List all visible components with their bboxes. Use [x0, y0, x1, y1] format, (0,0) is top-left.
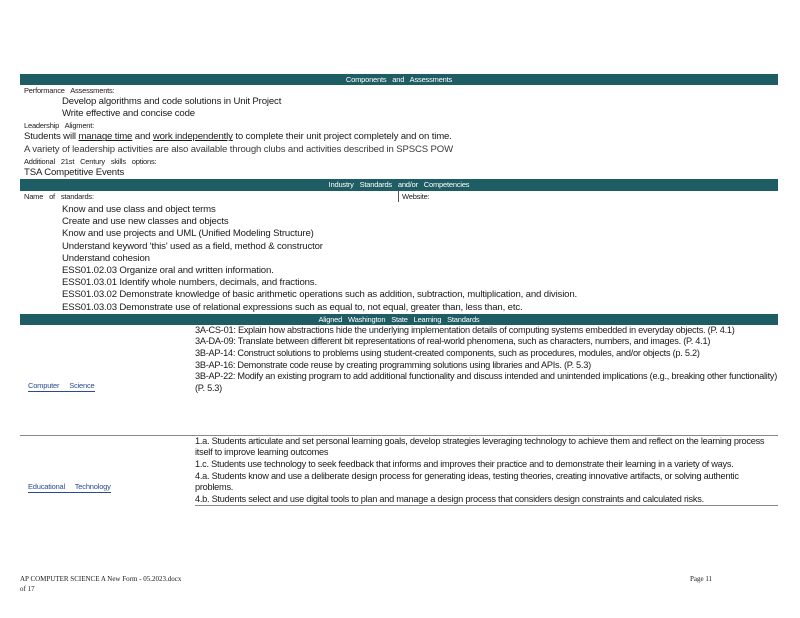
cs-standard: 3B-AP-22: Modify an existing program to add additional functionality and discuss intended and unintended implications (e.g., breaking other functionality) (P. 5.3) [195, 371, 778, 393]
aligned-standards-table [20, 325, 778, 507]
educational-technology-label: Educational Technology [28, 481, 111, 491]
computer-science-row [20, 325, 778, 436]
educational-technology-cell [20, 435, 195, 506]
educational-technology-row [20, 435, 778, 506]
standard-item-text: Understand keyword 'this' used as a field, method & constructor [62, 240, 323, 252]
variety-text: A variety of leadership activities are also available through clubs and activities described in SPSCS POW [24, 143, 453, 155]
performance-item-text: Write effective and concise code [62, 108, 195, 120]
curriculum-page [20, 74, 778, 506]
et-standard: 1.c. Students use technology to seek feedback that informs and improves their practice and to demonstrate their learning in a variety of ways. [195, 459, 734, 470]
footer-page: Page 11 [690, 575, 713, 583]
performance-item [20, 96, 778, 108]
cs-standard: 3B-AP-14: Construct solutions to problems using student-created components, such as procedures, modules, and/or objects (p. 5.2) [195, 348, 700, 359]
standard-item-text: ESS01.03.01 Identify whole numbers, decimals, and fractions. [62, 277, 317, 289]
et-standard: 4.a. Students know and use a deliberate design process for generating ideas, testing theories, creating innovative artifacts, or solving authentic problems. [195, 470, 739, 493]
cs-standard: 3B-AP-16: Demonstrate code reuse by creating programming solutions using libraries and APIs. (P. 5.3) [195, 359, 591, 370]
column-divider [398, 191, 399, 202]
standard-item [20, 302, 778, 314]
footer-of: of 17 [20, 585, 35, 593]
components-assessments-header: Components and Assessments [20, 74, 778, 85]
cs-standard: 3A-DA-09: Translate between different bit representations of real-world phenomena, such as characters, numbers, and images. (P. 4.1) [195, 336, 711, 347]
cs-standard: 3A-CS-01: Explain how abstractions hide the underlying implementation details of computing systems embedded in everyday objects. (P. 4.1) [195, 324, 735, 335]
performance-label: Performance Assessments: [24, 86, 115, 95]
leadership-label: Leadership Aligment: [24, 121, 95, 131]
name-of-standards-label: Name of standards: [24, 192, 94, 202]
standard-item-text: Know and use projects and UML (Unified Modeling Structure) [62, 228, 314, 240]
standard-item [20, 228, 778, 240]
leadership-prefix: Students will [24, 131, 79, 143]
industry-standards-header: Industry Standards and/or Competencies [20, 179, 778, 190]
standard-item [20, 204, 778, 216]
standards-list [20, 202, 778, 314]
educational-technology-standards [195, 435, 778, 506]
performance-list [20, 96, 778, 120]
standard-item [20, 289, 778, 301]
performance-item [20, 108, 778, 120]
standard-item-text: ESS01.03.02 Demonstrate knowledge of basic arithmetic operations such as addition, subtraction, multiplication, and division. [62, 289, 578, 301]
standard-item-text: ESS01.02.03 Organize oral and written information. [62, 265, 274, 277]
manage-time-text: manage time [78, 131, 133, 143]
footer-doc [20, 574, 181, 594]
footer-filename: AP COMPUTER SCIENCE A New Form - 05.2023.docx [20, 575, 182, 583]
computer-science-cell [20, 325, 195, 436]
standards-name-row [20, 190, 778, 202]
standard-item [20, 253, 778, 265]
standard-item [20, 277, 778, 289]
performance-item-text: Develop algorithms and code solutions in Unit Project [62, 96, 282, 107]
aligned-standards-header: Aligned Washington State Learning Standards [20, 314, 778, 325]
standard-item [20, 241, 778, 253]
website-label: Website: [402, 192, 430, 202]
et-standard: 1.a. Students articulate and set personal learning goals, develop strategies leveraging technology to achieve them and reflect on the learning process itself to improve learning outcomes [195, 435, 765, 458]
standard-item-text: ESS01.03.03 Demonstrate use of relational expressions such as equal to, not equal, greater than, less than, etc. [62, 301, 523, 313]
standard-item [20, 216, 778, 228]
standard-item-text: Know and use class and object terms [62, 204, 216, 216]
leadership-rest: to complete their unit project completely and on time. [232, 131, 452, 143]
work-independently-text: work independently [152, 131, 233, 143]
tsa-text: TSA Competitive Events [24, 166, 125, 178]
leadership-and: and [132, 131, 153, 143]
et-standard: 4.b. Students select and use digital tools to plan and manage a design process that considers design constraints and calculated risks. [195, 493, 704, 504]
additional-label: Additional 21st Century skills options: [24, 156, 157, 166]
standard-item-text: Create and use new classes and objects [62, 216, 229, 228]
leadership-text [20, 131, 778, 143]
computer-science-standards [195, 325, 778, 436]
computer-science-label: Computer Science [28, 380, 95, 390]
standard-item-text: Understand cohesion [62, 252, 150, 264]
standard-item [20, 265, 778, 277]
